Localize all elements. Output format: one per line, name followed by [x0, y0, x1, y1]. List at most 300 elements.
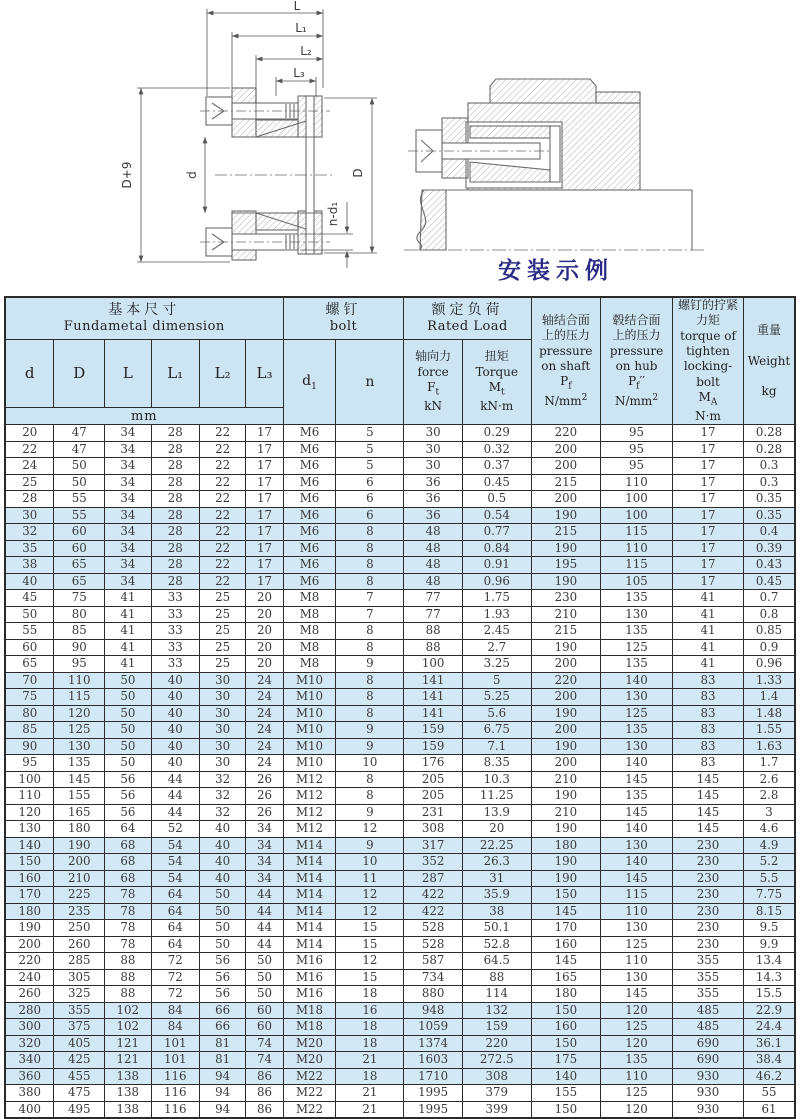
table-cell: 30: [199, 738, 246, 755]
table-cell: 930: [672, 1101, 743, 1118]
table-cell: 190: [531, 705, 601, 722]
table-cell: 47: [54, 441, 105, 458]
table-cell: 380: [5, 1085, 54, 1102]
table-cell: 485: [672, 1002, 743, 1019]
table-cell: M16: [283, 986, 336, 1003]
table-cell: 8: [336, 705, 404, 722]
table-row: [5, 887, 795, 904]
table-cell: 280: [5, 1002, 54, 1019]
table-cell: 24: [5, 458, 54, 475]
table-cell: 320: [5, 1035, 54, 1052]
table-cell: 25: [199, 656, 246, 673]
table-cell: 130: [601, 969, 673, 986]
table-cell: 31: [462, 870, 531, 887]
table-cell: 17: [672, 573, 743, 590]
table-cell: 110: [601, 474, 673, 491]
table-cell: 135: [601, 788, 673, 805]
table-cell: 50.1: [462, 920, 531, 937]
table-cell: 34: [105, 491, 152, 508]
table-cell: 160: [5, 870, 54, 887]
table-cell: 34: [246, 870, 283, 887]
dim-label-n-d1: n-d₁: [326, 201, 340, 227]
table-cell: 360: [5, 1068, 54, 1085]
table-row: [5, 953, 795, 970]
table-cell: 60: [246, 1019, 283, 1036]
table-row: [5, 755, 795, 772]
table-cell: 22: [199, 491, 246, 508]
table-cell: 422: [404, 887, 462, 904]
table-cell: 159: [404, 722, 462, 739]
table-cell: 190: [531, 540, 601, 557]
table-cell: 15: [336, 936, 404, 953]
table-cell: 22: [199, 524, 246, 541]
table-cell: 100: [601, 507, 673, 524]
table-cell: 230: [672, 854, 743, 871]
table-row: [5, 1002, 795, 1019]
table-cell: 38.4: [744, 1052, 795, 1069]
table-cell: 200: [531, 491, 601, 508]
dim-label-L1: L₁: [295, 21, 307, 35]
table-cell: 24: [246, 755, 283, 772]
table-cell: M22: [283, 1101, 336, 1118]
table-cell: 145: [672, 788, 743, 805]
table-cell: 135: [601, 722, 673, 739]
table-cell: 95: [5, 755, 54, 772]
table-cell: 25: [199, 590, 246, 607]
table-cell: 34: [246, 837, 283, 854]
table-cell: 24: [246, 705, 283, 722]
table-cell: 26.3: [462, 854, 531, 871]
table-cell: 34: [105, 425, 152, 442]
table-cell: 25: [199, 623, 246, 640]
table-row: [5, 458, 795, 475]
table-cell: 287: [404, 870, 462, 887]
table-row: [5, 557, 795, 574]
table-cell: 160: [531, 1019, 601, 1036]
table-cell: 66: [199, 1002, 246, 1019]
table-cell: 40: [199, 870, 246, 887]
table-cell: 205: [404, 771, 462, 788]
table-cell: M6: [283, 425, 336, 442]
table-cell: 21: [336, 1052, 404, 1069]
table-cell: 77: [404, 606, 462, 623]
table-cell: 36: [404, 491, 462, 508]
table-cell: 94: [199, 1085, 246, 1102]
table-cell: 0.28: [744, 425, 795, 442]
table-cell: 125: [601, 936, 673, 953]
table-cell: 200: [531, 441, 601, 458]
table-cell: 155: [531, 1085, 601, 1102]
table-cell: 400: [5, 1101, 54, 1118]
header-unit-mm: mm: [5, 408, 283, 425]
header-col-d1: $d_1$: [283, 339, 336, 425]
table-cell: 9: [336, 738, 404, 755]
table-cell: 422: [404, 903, 462, 920]
table-cell: 64: [151, 903, 199, 920]
table-cell: 50: [105, 722, 152, 739]
table-cell: 135: [54, 755, 105, 772]
table-cell: 22: [199, 540, 246, 557]
table-cell: 425: [54, 1052, 105, 1069]
table-cell: 1.63: [744, 738, 795, 755]
table-cell: 1.33: [744, 672, 795, 689]
table-cell: 30: [404, 441, 462, 458]
table-cell: 20: [246, 590, 283, 607]
table-cell: 101: [151, 1035, 199, 1052]
table-cell: M12: [283, 788, 336, 805]
table-cell: 20: [5, 425, 54, 442]
table-cell: 308: [462, 1068, 531, 1085]
table-cell: M20: [283, 1052, 336, 1069]
table-cell: 17: [672, 524, 743, 541]
table-cell: 8.15: [744, 903, 795, 920]
table-cell: 47: [54, 425, 105, 442]
table-cell: 0.96: [462, 573, 531, 590]
table-cell: 215: [531, 524, 601, 541]
table-cell: 41: [105, 656, 152, 673]
table-cell: 40: [199, 854, 246, 871]
table-cell: M14: [283, 903, 336, 920]
table-cell: 56: [105, 771, 152, 788]
table-cell: 300: [5, 1019, 54, 1036]
table-cell: M6: [283, 557, 336, 574]
table-cell: 33: [151, 623, 199, 640]
table-cell: 116: [151, 1085, 199, 1102]
table-cell: 130: [601, 738, 673, 755]
table-cell: M10: [283, 722, 336, 739]
table-cell: 84: [151, 1019, 199, 1036]
table-row: [5, 524, 795, 541]
table-cell: 145: [672, 771, 743, 788]
table-cell: 8: [336, 573, 404, 590]
table-cell: 6: [336, 507, 404, 524]
table-cell: 140: [601, 755, 673, 772]
table-cell: 141: [404, 689, 462, 706]
table-cell: 317: [404, 837, 462, 854]
table-cell: 88: [105, 969, 152, 986]
table-row: [5, 705, 795, 722]
table-cell: 41: [105, 590, 152, 607]
table-cell: 5: [336, 441, 404, 458]
table-cell: M8: [283, 639, 336, 656]
table-cell: 4.6: [744, 821, 795, 838]
table-cell: 110: [5, 788, 54, 805]
installation-caption: 安装示例: [498, 258, 614, 284]
table-cell: 135: [601, 590, 673, 607]
table-cell: 40: [151, 738, 199, 755]
table-row: [5, 656, 795, 673]
table-cell: 114: [462, 986, 531, 1003]
header-col-L: L: [105, 339, 152, 408]
table-cell: 94: [199, 1068, 246, 1085]
table-cell: 355: [672, 969, 743, 986]
table-cell: 77: [404, 590, 462, 607]
table-cell: 1603: [404, 1052, 462, 1069]
table-cell: 22: [199, 441, 246, 458]
table-cell: 130: [601, 920, 673, 937]
table-cell: 0.39: [744, 540, 795, 557]
table-cell: 6: [336, 474, 404, 491]
header-rated-load: [404, 297, 531, 339]
table-cell: 40: [5, 573, 54, 590]
table-cell: 0.45: [744, 573, 795, 590]
table-cell: 7.1: [462, 738, 531, 755]
table-cell: M6: [283, 474, 336, 491]
table-cell: 72: [151, 969, 199, 986]
table-cell: M6: [283, 524, 336, 541]
table-cell: 9.9: [744, 936, 795, 953]
table-cell: 34: [105, 474, 152, 491]
table-cell: 56: [199, 986, 246, 1003]
table-cell: 13.4: [744, 953, 795, 970]
table-cell: 50: [199, 887, 246, 904]
table-cell: 64: [105, 821, 152, 838]
device-sleeve: [470, 126, 550, 138]
table-cell: 88: [404, 623, 462, 640]
table-cell: 285: [54, 953, 105, 970]
table-cell: 24: [246, 672, 283, 689]
table-cell: 10: [336, 755, 404, 772]
table-cell: 11.25: [462, 788, 531, 805]
table-cell: M10: [283, 705, 336, 722]
table-cell: 20: [246, 606, 283, 623]
header-basic-en: Fundametal dimension: [63, 319, 225, 335]
table-cell: 176: [404, 755, 462, 772]
table-cell: 140: [531, 1068, 601, 1085]
table-cell: 375: [54, 1019, 105, 1036]
table-cell: 20: [246, 656, 283, 673]
table-cell: 10: [336, 854, 404, 871]
table-cell: 24: [246, 689, 283, 706]
table-cell: M6: [283, 458, 336, 475]
table-cell: 0.29: [462, 425, 531, 442]
table-cell: 22: [199, 474, 246, 491]
table-row: [5, 623, 795, 640]
table-cell: 1.55: [744, 722, 795, 739]
table-cell: 135: [601, 1052, 673, 1069]
table-cell: 48: [404, 540, 462, 557]
table-cell: 405: [54, 1035, 105, 1052]
table-cell: 0.4: [744, 524, 795, 541]
table-cell: 78: [105, 903, 152, 920]
table-cell: 2.7: [462, 639, 531, 656]
table-cell: 101: [151, 1052, 199, 1069]
header-pressure-on-shaft: 轴结合面 上的压力 pressure on shaft $P_f$ $N/mm^2$: [531, 297, 601, 425]
table-cell: 17: [246, 557, 283, 574]
table-cell: 0.5: [462, 491, 531, 508]
table-cell: 45: [5, 590, 54, 607]
table-cell: 12: [336, 903, 404, 920]
table-cell: 20: [462, 821, 531, 838]
table-cell: M10: [283, 672, 336, 689]
table-cell: 0.35: [744, 491, 795, 508]
table-cell: 190: [531, 639, 601, 656]
table-cell: 145: [531, 903, 601, 920]
table-cell: 17: [246, 524, 283, 541]
table-cell: 690: [672, 1035, 743, 1052]
table-cell: 41: [672, 623, 743, 640]
table-row: [5, 573, 795, 590]
table-cell: 231: [404, 804, 462, 821]
table-cell: 260: [54, 936, 105, 953]
table-cell: 399: [462, 1101, 531, 1118]
table-cell: 200: [531, 722, 601, 739]
table-cell: M16: [283, 953, 336, 970]
table-cell: 44: [246, 936, 283, 953]
table-cell: 120: [601, 1035, 673, 1052]
header-axial-force: 轴向力 force $F_t$ kN: [404, 339, 462, 425]
table-cell: 116: [151, 1068, 199, 1085]
table-cell: 48: [404, 573, 462, 590]
table-cell: 74: [246, 1035, 283, 1052]
table-cell: 65: [5, 656, 54, 673]
table-row: [5, 804, 795, 821]
table-cell: 83: [672, 755, 743, 772]
table-cell: 78: [105, 920, 152, 937]
table-cell: 210: [531, 771, 601, 788]
table-cell: 190: [54, 837, 105, 854]
table-cell: 141: [404, 705, 462, 722]
table-cell: 170: [531, 920, 601, 937]
table-cell: 50: [246, 986, 283, 1003]
shaft-break-section: [420, 190, 446, 250]
table-cell: 3.25: [462, 656, 531, 673]
table-cell: 80: [5, 705, 54, 722]
table-cell: 7.75: [744, 887, 795, 904]
table-cell: M14: [283, 870, 336, 887]
table-cell: 85: [54, 623, 105, 640]
table-cell: 24: [246, 738, 283, 755]
table-cell: 50: [246, 953, 283, 970]
table-cell: 44: [151, 804, 199, 821]
table-cell: 210: [54, 870, 105, 887]
table-cell: 175: [531, 1052, 601, 1069]
table-cell: 485: [672, 1019, 743, 1036]
table-cell: 8: [336, 639, 404, 656]
table-cell: 20: [246, 623, 283, 640]
table-cell: M14: [283, 854, 336, 871]
table-cell: 1.75: [462, 590, 531, 607]
table-cell: 220: [531, 425, 601, 442]
header-col-L2: L₂: [199, 339, 246, 408]
table-cell: 0.54: [462, 507, 531, 524]
table-cell: 50: [105, 672, 152, 689]
table-cell: 60: [54, 540, 105, 557]
table-cell: M22: [283, 1068, 336, 1085]
technical-drawings: [0, 0, 800, 296]
table-cell: 50: [199, 936, 246, 953]
table-cell: 20: [246, 639, 283, 656]
table-cell: 145: [601, 986, 673, 1003]
table-cell: 33: [151, 590, 199, 607]
table-cell: 22.25: [462, 837, 531, 854]
table-cell: 7: [336, 590, 404, 607]
table-cell: 88: [105, 986, 152, 1003]
table-cell: 66: [199, 1019, 246, 1036]
table-cell: 61: [744, 1101, 795, 1118]
table-cell: 24: [246, 722, 283, 739]
table-cell: 340: [5, 1052, 54, 1069]
table-cell: 35: [5, 540, 54, 557]
table-cell: 33: [151, 656, 199, 673]
table-cell: 36.1: [744, 1035, 795, 1052]
header-col-L3: L₃: [246, 339, 283, 408]
table-cell: M14: [283, 920, 336, 937]
table-cell: 34: [105, 524, 152, 541]
table-cell: 80: [54, 606, 105, 623]
table-cell: 83: [672, 738, 743, 755]
table-cell: 495: [54, 1101, 105, 1118]
table-cell: 190: [5, 920, 54, 937]
table-cell: 28: [151, 524, 199, 541]
table-cell: 30: [199, 705, 246, 722]
table-cell: 12: [336, 821, 404, 838]
table-cell: 5.2: [744, 854, 795, 871]
table-cell: 230: [672, 936, 743, 953]
table-cell: 17: [672, 441, 743, 458]
table-cell: 15: [336, 969, 404, 986]
table-cell: 17: [672, 491, 743, 508]
table-cell: 17: [672, 425, 743, 442]
table-cell: 32: [199, 804, 246, 821]
table-cell: 28: [151, 425, 199, 442]
device-rear-plate: [550, 126, 560, 182]
table-cell: 50: [105, 755, 152, 772]
table-cell: 0.45: [462, 474, 531, 491]
table-cell: 4.9: [744, 837, 795, 854]
table-cell: 110: [54, 672, 105, 689]
table-cell: 138: [105, 1085, 152, 1102]
table-cell: 81: [199, 1035, 246, 1052]
table-cell: 215: [531, 474, 601, 491]
table-cell: 30: [5, 507, 54, 524]
table-cell: 0.32: [462, 441, 531, 458]
table-cell: 0.7: [744, 590, 795, 607]
table-cell: 50: [105, 738, 152, 755]
table-cell: 14.3: [744, 969, 795, 986]
hub-boss: [490, 79, 596, 103]
table-cell: 0.77: [462, 524, 531, 541]
table-cell: 86: [246, 1085, 283, 1102]
table-cell: 138: [105, 1068, 152, 1085]
table-cell: 44: [246, 887, 283, 904]
table-cell: 230: [531, 590, 601, 607]
table-cell: 18: [336, 1068, 404, 1085]
table-cell: 40: [151, 755, 199, 772]
table-cell: 40: [199, 837, 246, 854]
table-cell: 32: [199, 771, 246, 788]
table-cell: 30: [199, 672, 246, 689]
table-cell: 90: [5, 738, 54, 755]
table-cell: 0.91: [462, 557, 531, 574]
table-cell: 230: [672, 837, 743, 854]
table-cell: 170: [5, 887, 54, 904]
table-cell: 30: [199, 722, 246, 739]
table-cell: 56: [199, 969, 246, 986]
table-cell: 220: [531, 672, 601, 689]
table-cell: 17: [246, 573, 283, 590]
table-row: [5, 821, 795, 838]
dimension-table: [4, 296, 796, 1119]
header-rated-en: Rated Load: [427, 319, 508, 335]
table-cell: 17: [246, 441, 283, 458]
table-cell: 55: [5, 623, 54, 640]
table-row: [5, 738, 795, 755]
table-cell: 8: [336, 771, 404, 788]
table-cell: 190: [531, 573, 601, 590]
table-cell: 83: [672, 722, 743, 739]
table-cell: 25: [5, 474, 54, 491]
